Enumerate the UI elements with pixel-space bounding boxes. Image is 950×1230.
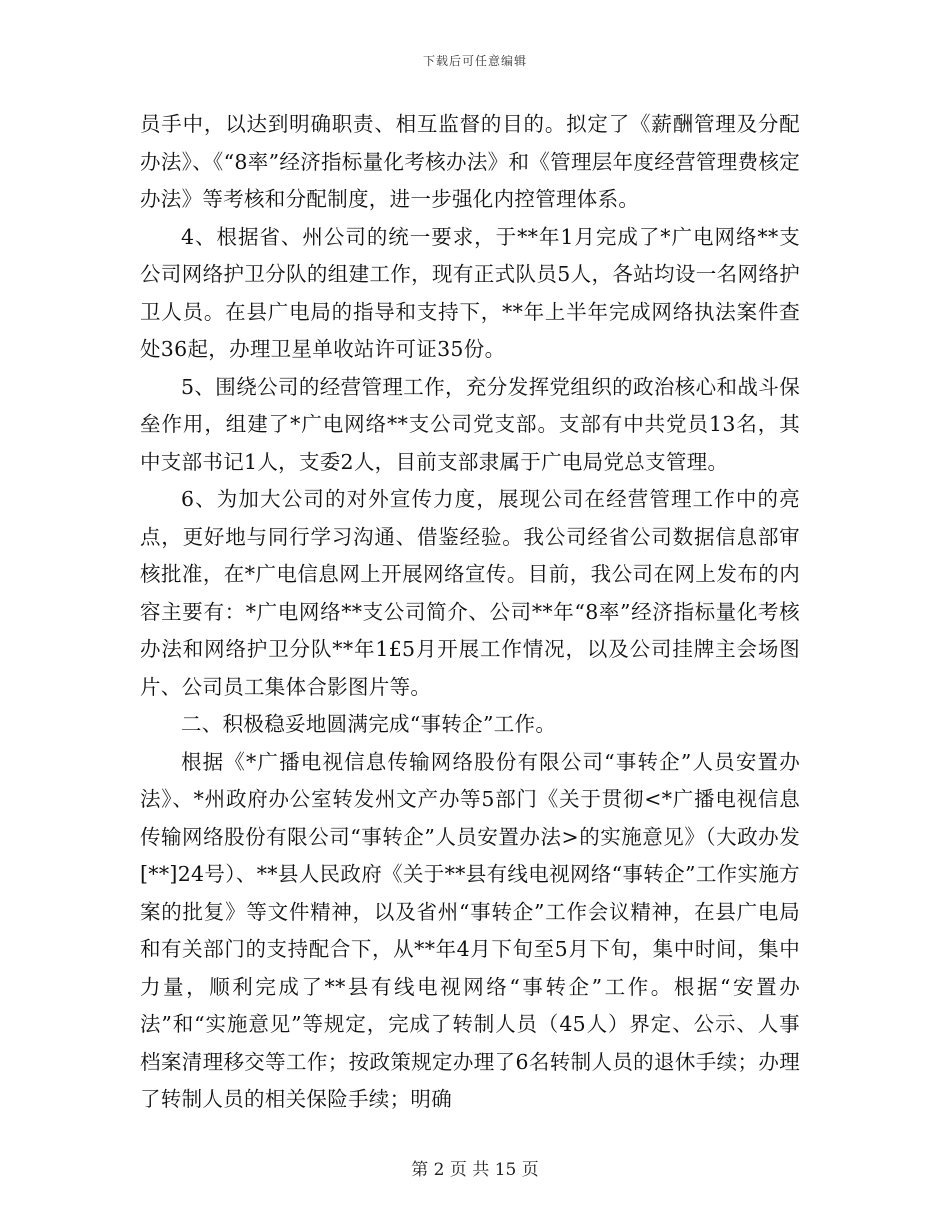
- page-number: 第 2 页 共 15 页: [411, 1160, 539, 1180]
- paragraph-section-2-body: 根据《*广播电视信息传输网络股份有限公司“事转企”人员安置办法》、*州政府办公室转发州文产办等5部门《关于贯彻<*广播电视信息传输网络股份有限公司“事转企”人员安置办法>的实施意见》（大政办发[**]24号）、**县人民政府《关于**县有线电视网络“事转企”工作实施方案的批复》等文件精神，以及省州“事转企”工作会议精神，在县广电局和有关部门的支持配合下，从**年4月下旬至5月下旬，集中时间，集中力量，顺利完成了**县有线电视网络“事转企”工作。根据“安置办法”和“实施意见”等规定，完成了转制人员（45人）界定、公示、人事档案清理移交等工作；按政策规定办理了6名转制人员的退休手续；办理了转制人员的相关保险手续；明确: [140, 749, 800, 1111]
- paragraph-continued: 员手中，以达到明确职责、相互监督的目的。拟定了《薪酬管理及分配办法》、《“8率”经济指标量化考核办法》和《管理层年度经营管理费核定办法》等考核和分配制度，进一步强化内控管理体系。: [140, 112, 800, 211]
- paragraph-item-4: 4、根据省、州公司的统一要求，于**年1月完成了*广电网络**支公司网络护卫分队的组建工作，现有正式队员5人，各站均设一名网络护卫人员。在县广电局的指导和支持下，**年上半年完成网络执法案件查处36起，办理卫星单收站许可证35份。: [140, 224, 800, 361]
- page-footer: [0, 1155, 950, 1180]
- paragraph-item-5: 5、围绕公司的经营管理工作，充分发挥党组织的政治核心和战斗保垒作用，组建了*广电网络**支公司党支部。支部有中共党员13名，其中支部书记1人，支委2人，目前支部隶属于广电局党总支管理。: [140, 374, 800, 474]
- document-body: [140, 106, 800, 1119]
- section-heading-2: 二、积极稳妥地圆满完成“事转企”工作。: [181, 712, 557, 736]
- page-header: 下载后可任意编辑: [422, 54, 527, 68]
- paragraph-item-6: 6、为加大公司的对外宣传力度，展现公司在经营管理工作中的亮点，更好地与同行学习沟通、借鉴经验。我公司经省公司数据信息部审核批准，在*广电信息网上开展网络宣传。目前，我公司在网上发布的内容主要有：*广电网络**支公司简介、公司**年“8率”经济指标量化考核办法和网络护卫分队**年1£5月开展工作情况，以及公司挂牌主会场图片、公司员工集体合影图片等。: [140, 487, 800, 699]
